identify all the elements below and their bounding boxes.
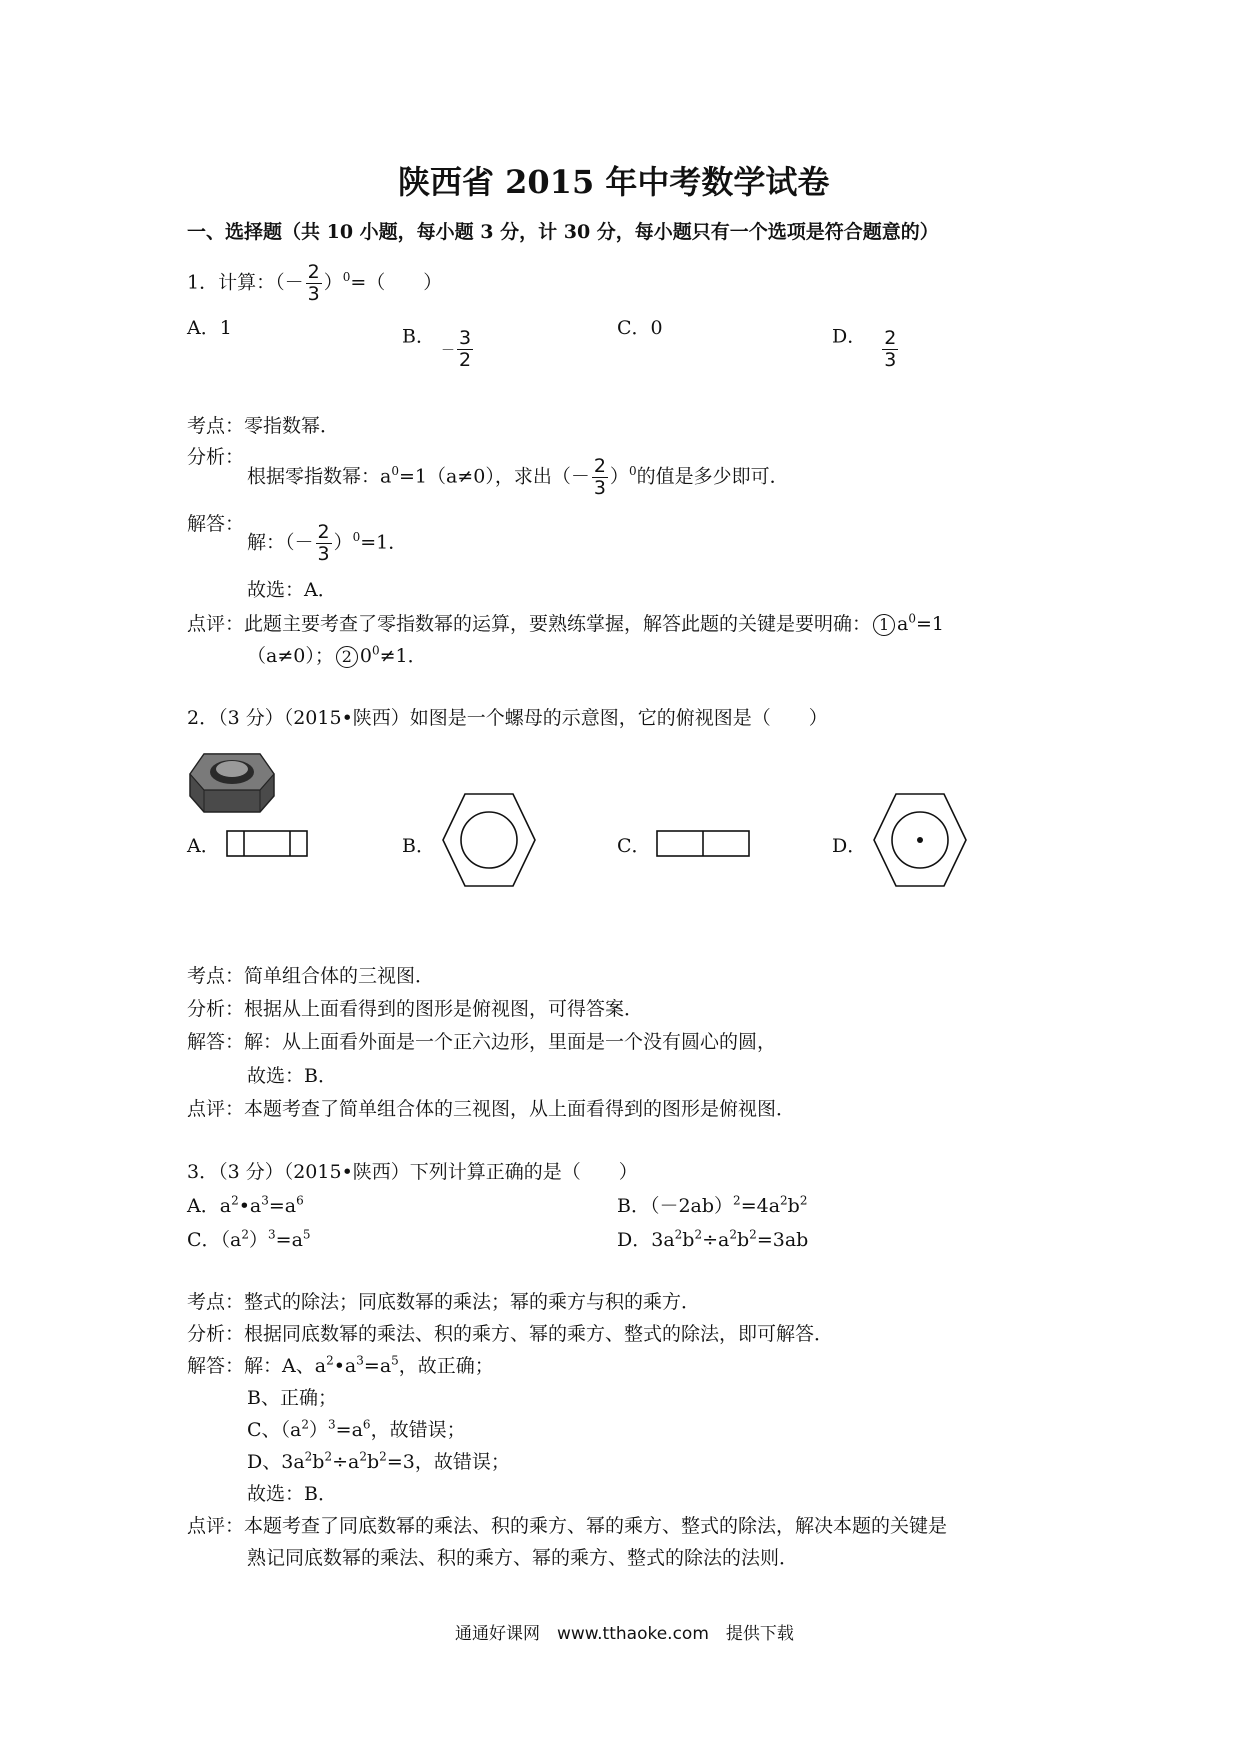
- q3-stem: 3．（3 分）（2015•陕西）下列计算正确的是（ ）: [187, 1161, 638, 1183]
- dianping-line2-pre: （a≠0）；: [247, 645, 334, 667]
- q2-stem: 2．（3 分）（2015•陕西）如图是一个螺母的示意图，它的俯视图是（ ）: [187, 707, 828, 729]
- exponent: 0: [371, 643, 380, 658]
- q3-dianping: [187, 1514, 947, 1538]
- q2-kaodian: [187, 964, 434, 988]
- fenxi-fraction: [592, 456, 608, 499]
- option-label: D．: [832, 325, 867, 348]
- option-label: B．: [402, 325, 435, 348]
- q1-dianping-line2: （a≠0）； 2 $0^0\ne 1$．: [247, 643, 427, 667]
- circled-number: 2: [336, 646, 358, 668]
- section-heading: 一、选择题（共 10 小题，每小题 3 分，计 30 分，每小题只有一个选项是符合题意的）: [187, 221, 939, 243]
- q2-option-b-figure: [441, 790, 537, 890]
- kaodian-text: 零指数幂．: [244, 415, 340, 437]
- q3-option-d: D．$3a^2b^2\div a^2b^2=3ab$: [617, 1227, 809, 1251]
- q3-jieda: [187, 1354, 494, 1378]
- fenxi-pre: 根据零指数幂：a: [247, 465, 392, 488]
- q1-stem-fraction: [306, 262, 322, 305]
- q2-option-c-figure: [656, 830, 752, 858]
- q1-option-c: C．0: [617, 317, 663, 339]
- frac-den: 2: [459, 349, 472, 371]
- q1-option-d: [832, 316, 900, 371]
- q1-option-d-fraction: [882, 328, 898, 371]
- fenxi-end: 的值是多少即可．: [636, 465, 789, 488]
- dianping-line2-end: ≠1．: [379, 645, 427, 667]
- jieda-line-a: 解：A、$a^2•a^3=a^5$，故正确；: [244, 1353, 494, 1377]
- q2-option-d-figure: [872, 790, 968, 890]
- exponent: 0: [908, 611, 916, 626]
- label-dianping: 点评：: [187, 1098, 245, 1120]
- q3-guxuan: 故选：B．: [247, 1483, 337, 1505]
- label-dianping: 点评：: [187, 613, 245, 635]
- exponent: 0: [628, 464, 637, 479]
- q1-kaodian: [187, 414, 339, 438]
- nut-image: [186, 744, 278, 814]
- q3-jieda-b: B、正确；: [247, 1387, 337, 1409]
- frac-den: 3: [317, 543, 330, 565]
- q3-jieda-d: D、$3a^2b^2\div a^2b^2=3$，故错误；: [247, 1449, 510, 1473]
- jieda-post: ）: [333, 531, 353, 554]
- q1-stem-pre: 1．计算：（－: [187, 271, 304, 294]
- q1-option-b: [402, 316, 475, 371]
- jieda-end: =1．: [360, 531, 408, 554]
- label-dianping: 点评：: [187, 1515, 245, 1537]
- q3-option-a: A．$a^2•a^3=a^6$: [187, 1193, 304, 1217]
- q3-option-c: C．$(a^2)^3=a^5$: [187, 1227, 311, 1251]
- jieda-fraction: [316, 522, 332, 565]
- q2-fenxi: [187, 997, 643, 1021]
- frac-den: 3: [884, 349, 897, 371]
- exponent: 0: [391, 464, 399, 479]
- q1-guxuan: 故选：A．: [247, 579, 337, 601]
- dianping-text: 此题主要考查了零指数幂的运算，要熟练掌握，解答此题的关键是要明确：: [244, 613, 872, 635]
- q1-jieda-label: 解答：: [187, 513, 245, 535]
- q2-option-a-figure: [226, 830, 310, 858]
- q2-option-d: D．: [832, 835, 867, 857]
- q2-option-c: C．: [617, 835, 651, 857]
- circled-number: 1: [873, 614, 895, 636]
- label-jieda: 解答：: [187, 1355, 245, 1377]
- exponent: 0: [352, 530, 361, 545]
- fenxi-text: 根据从上面看得到的图形是俯视图，可得答案．: [244, 998, 644, 1020]
- page-title: 陕西省 2015 年中考数学试卷: [398, 163, 830, 201]
- minus-sign: －: [441, 342, 456, 359]
- label-kaodian: 考点：: [187, 965, 245, 987]
- q2-jieda: [187, 1030, 776, 1054]
- frac-num: 3: [459, 327, 472, 349]
- q1-option-a: A．1: [187, 317, 232, 339]
- dianping-text: 本题考查了简单组合体的三视图，从上面看得到的图形是俯视图．: [244, 1098, 796, 1120]
- dianping-end: =1: [916, 613, 945, 635]
- frac-num: 2: [884, 327, 897, 349]
- q2-guxuan: 故选：B．: [247, 1065, 337, 1087]
- footer-source: 通通好课网 www.tthaoke.com 提供下载: [455, 1624, 794, 1644]
- fenxi-text: 根据同底数幂的乘法、积的乘方、幂的乘方、整式的除法，即可解答．: [244, 1323, 834, 1345]
- frac-den: 3: [593, 477, 606, 499]
- q3-option-b: B．$(-2ab)^2=4a^2b^2$: [617, 1193, 808, 1217]
- exponent: 0: [342, 270, 351, 285]
- fenxi-mid: =1（a≠0），求出（－: [398, 465, 590, 488]
- q3-jieda-c: C、$(a^2)^3=a^6$，故错误；: [247, 1417, 466, 1441]
- q2-dianping: [187, 1097, 795, 1121]
- jieda-text: 解：从上面看外面是一个正六边形，里面是一个没有圆心的圆，: [244, 1031, 777, 1053]
- label-fenxi: 分析：: [187, 998, 245, 1020]
- q1-stem-post: ）: [323, 271, 343, 294]
- q1-option-b-fraction: [457, 328, 473, 371]
- label-jieda: 解答：: [187, 1031, 245, 1053]
- q1-stem: [187, 262, 442, 305]
- q1-fenxi-label: 分析：: [187, 446, 245, 468]
- label-kaodian: 考点：: [187, 415, 245, 437]
- q3-dianping-line2: 熟记同底数幂的乘法、积的乘方、幂的乘方、整式的除法的法则．: [247, 1547, 799, 1569]
- label-kaodian: 考点：: [187, 1291, 245, 1313]
- kaodian-text: 整式的除法；同底数幂的乘法；幂的乘方与积的乘方．: [244, 1291, 701, 1313]
- q3-fenxi: [187, 1322, 833, 1346]
- jieda-pre: 解：（－: [247, 531, 314, 554]
- q2-option-b: B．: [402, 835, 435, 857]
- frac-num: 2: [317, 521, 330, 543]
- q1-dianping: 点评：此题主要考查了零指数幂的运算，要熟练掌握，解答此题的关键是要明确： 1 $a^0=1$: [187, 611, 945, 635]
- q2-option-a: A．: [187, 835, 220, 857]
- frac-num: 2: [307, 261, 320, 283]
- fenxi-post: ）: [609, 465, 629, 488]
- q1-fenxi: [247, 456, 789, 499]
- dianping-text: 本题考查了同底数幂的乘法、积的乘方、幂的乘方、整式的除法，解决本题的关键是: [244, 1515, 948, 1537]
- q1-stem-end: =（ ）: [350, 271, 443, 294]
- q1-jieda: [247, 522, 407, 565]
- kaodian-text: 简单组合体的三视图．: [244, 965, 435, 987]
- label-fenxi: 分析：: [187, 1323, 245, 1345]
- q3-kaodian: [187, 1290, 700, 1314]
- frac-den: 3: [307, 283, 320, 305]
- frac-num: 2: [593, 455, 606, 477]
